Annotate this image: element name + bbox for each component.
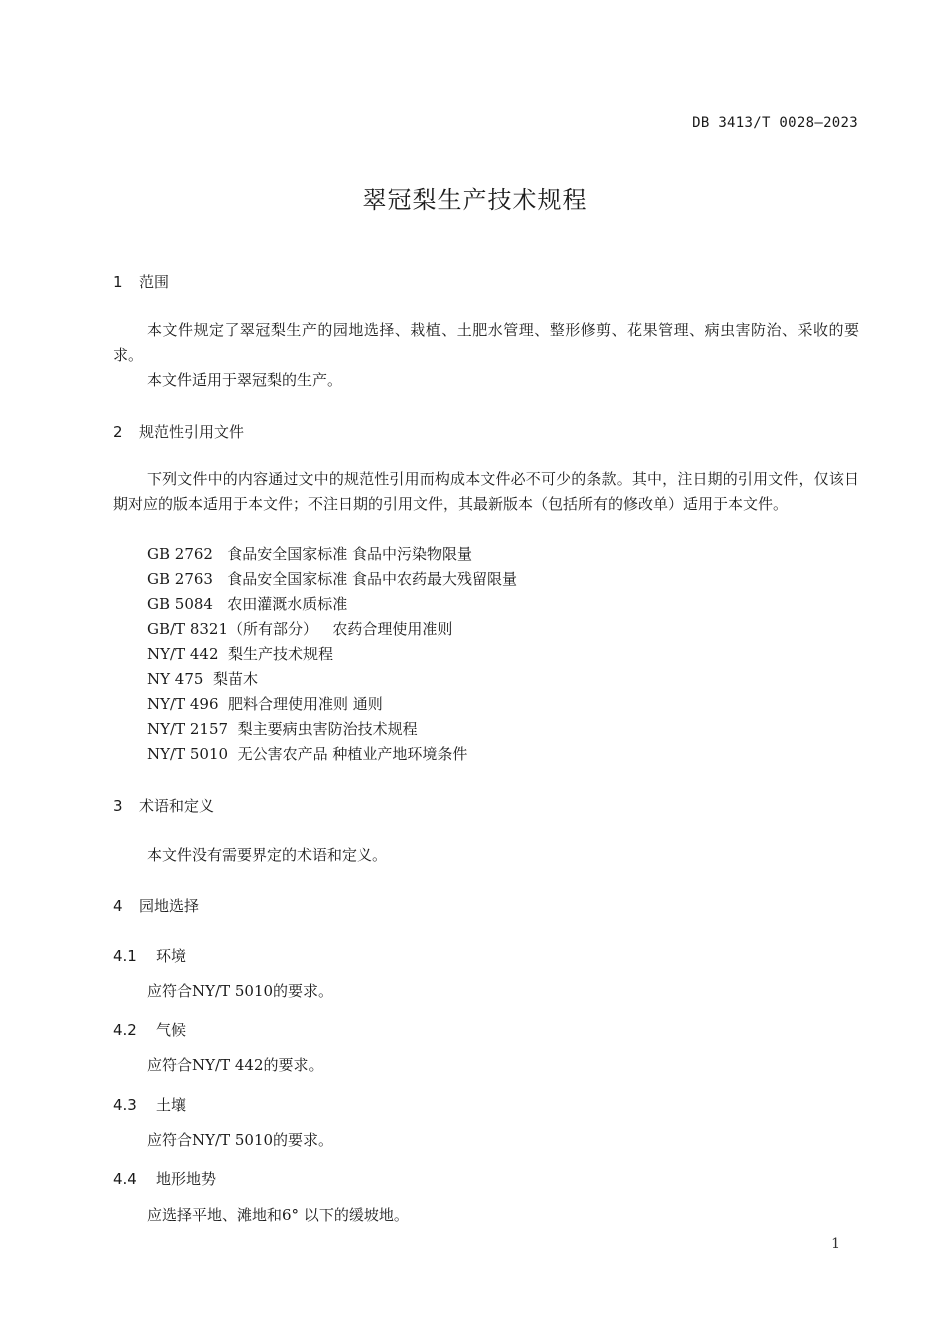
subsection-4-1-heading	[113, 945, 186, 966]
reference-title: 农药合理使用准则	[332, 620, 453, 638]
subsection-number: 4.2	[113, 1021, 137, 1039]
reference-code: GB 2763	[147, 570, 213, 588]
subsection-4-2-heading	[113, 1019, 186, 1040]
section-number: 1	[113, 273, 123, 291]
reference-title: 梨主要病虫害防治技术规程	[237, 720, 418, 738]
reference-item	[147, 542, 472, 567]
section-title: 术语和定义	[139, 797, 215, 815]
page-number: 1	[831, 1236, 840, 1252]
section-1-heading	[113, 271, 169, 292]
reference-code: NY 475	[147, 670, 204, 688]
subsection-title: 地形地势	[156, 1170, 217, 1188]
section-number: 4	[113, 897, 123, 915]
reference-title: 梨苗木	[212, 670, 258, 688]
subsection-4-1-text: 应符合NY/T 5010的要求。	[147, 982, 334, 1000]
reference-item	[147, 692, 383, 717]
section-1-paragraph: 本文件规定了翠冠梨生产的园地选择、栽植、土肥水管理、整形修剪、花果管理、病虫害防治、采收的要求。	[113, 321, 859, 364]
reference-item	[147, 567, 517, 592]
reference-item	[147, 667, 258, 692]
section-2-intro: 下列文件中的内容通过文中的规范性引用而构成本文件必不可少的条款。其中，注日期的引用文件，仅该日期对应的版本适用于本文件；不注日期的引用文件，其最新版本（包括所有的修改单）适用于本文件。	[113, 470, 859, 513]
reference-code: NY/T 2157	[147, 720, 229, 738]
section-2-heading	[113, 421, 244, 442]
section-title: 规范性引用文件	[139, 423, 245, 441]
subsection-4-4-heading	[113, 1168, 216, 1189]
section-1-paragraph: 本文件适用于翠冠梨的生产。	[147, 371, 343, 389]
subsection-4-3-heading	[113, 1094, 186, 1115]
reference-item	[147, 642, 333, 667]
section-number: 3	[113, 797, 123, 815]
section-3-heading	[113, 795, 214, 816]
reference-code: NY/T 496	[147, 695, 219, 713]
reference-title: 肥料合理使用准则 通则	[228, 695, 383, 713]
reference-code: GB/T 8321（所有部分）	[147, 620, 319, 638]
reference-title: 农田灌溉水质标准	[227, 595, 348, 613]
subsection-title: 气候	[156, 1021, 187, 1039]
subsection-title: 土壤	[156, 1096, 187, 1114]
subsection-4-3-text: 应符合NY/T 5010的要求。	[147, 1131, 334, 1149]
section-3-paragraph: 本文件没有需要界定的术语和定义。	[147, 846, 388, 864]
subsection-number: 4.3	[113, 1096, 137, 1114]
subsection-title: 环境	[156, 947, 187, 965]
document-code: DB 3413/T 0028—2023	[692, 115, 858, 131]
reference-item	[147, 742, 467, 767]
reference-code: GB 2762	[147, 545, 213, 563]
reference-title: 梨生产技术规程	[228, 645, 334, 663]
document-title: 翠冠梨生产技术规程	[362, 186, 588, 214]
reference-item	[147, 617, 452, 642]
reference-title: 食品安全国家标准 食品中农药最大残留限量	[227, 570, 518, 588]
section-number: 2	[113, 423, 123, 441]
section-title: 园地选择	[139, 897, 200, 915]
reference-title: 食品安全国家标准 食品中污染物限量	[227, 545, 473, 563]
reference-code: NY/T 5010	[147, 745, 229, 763]
subsection-number: 4.1	[113, 947, 137, 965]
reference-code: GB 5084	[147, 595, 213, 613]
reference-item	[147, 717, 418, 742]
subsection-4-2-text: 应符合NY/T 442的要求。	[147, 1056, 324, 1074]
subsection-4-4-text: 应选择平地、滩地和6° 以下的缓坡地。	[147, 1206, 409, 1224]
reference-code: NY/T 442	[147, 645, 219, 663]
subsection-number: 4.4	[113, 1170, 137, 1188]
reference-title: 无公害农产品 种植业产地环境条件	[237, 745, 468, 763]
section-title: 范围	[139, 273, 170, 291]
reference-item	[147, 592, 347, 617]
section-4-heading	[113, 895, 199, 916]
